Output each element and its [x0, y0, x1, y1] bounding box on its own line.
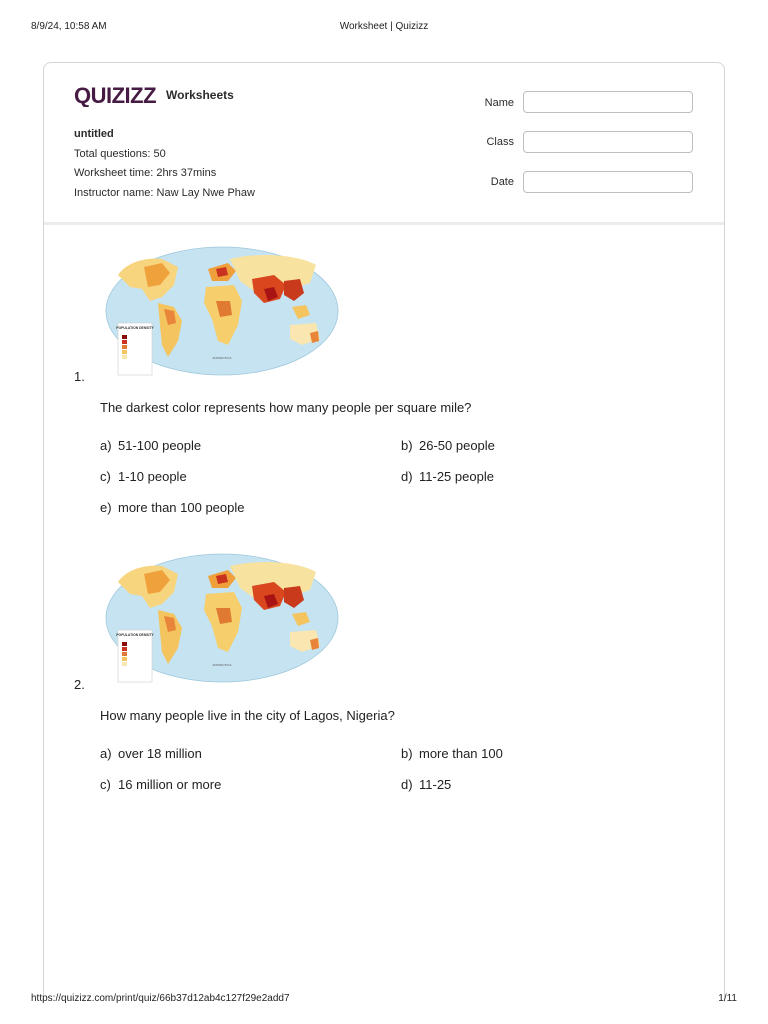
question-1-option-c[interactable]: c) 1-10 people	[100, 469, 187, 484]
date-field[interactable]	[523, 171, 693, 193]
total-questions: Total questions: 50	[74, 147, 166, 160]
question-1-option-d[interactable]: d) 11-25 people	[401, 469, 494, 484]
worksheet-header	[44, 63, 724, 223]
name-field[interactable]	[523, 91, 693, 113]
question-1-option-e[interactable]: e) more than 100 people	[100, 500, 245, 515]
world-population-density-map-icon	[104, 245, 340, 381]
worksheet-sheet	[43, 62, 725, 1002]
question-2-text: How many people live in the city of Lagos, Nigeria?	[100, 708, 395, 723]
question-2-number: 2.	[74, 677, 85, 692]
question-1-option-a[interactable]: a) 51-100 people	[100, 438, 202, 453]
quizizz-logo	[74, 83, 234, 107]
page-number: 1/11	[718, 993, 737, 1004]
class-label: Class	[486, 136, 514, 148]
svg-text:POPULATION DENSITY: POPULATION DENSITY	[116, 326, 154, 330]
worksheet-meta	[74, 125, 255, 203]
svg-text:ANTARCTICA: ANTARCTICA	[212, 356, 232, 360]
svg-text:QUIZIZZ: QUIZIZZ	[74, 83, 157, 107]
worksheet-time: Worksheet time: 2hrs 37mins	[74, 167, 217, 179]
svg-text:ANTARCTICA: ANTARCTICA	[212, 663, 232, 667]
quizizz-logo-mark	[74, 83, 160, 107]
print-url[interactable]: https://quizizz.com/print/quiz/66b37d12ab4c127f29e2add7	[31, 993, 290, 1004]
question-1-number: 1.	[74, 369, 85, 384]
print-header	[0, 0, 768, 50]
class-field[interactable]	[523, 131, 693, 153]
question-2-option-d[interactable]: d) 11-25	[401, 777, 452, 792]
print-date: 8/9/24, 10:58 AM	[31, 21, 107, 32]
question-2-option-b[interactable]: b) more than 100	[401, 746, 503, 761]
instructor-name: Instructor name: Naw Lay Nwe Phaw	[74, 186, 255, 199]
world-population-density-map-icon	[104, 552, 340, 688]
header-divider	[44, 222, 724, 225]
logo-subtitle: Worksheets	[166, 88, 234, 102]
question-1-option-b[interactable]: b) 26-50 people	[401, 438, 495, 453]
question-2-option-c[interactable]: c) 16 million or more	[100, 777, 222, 792]
worksheet-title: untitled	[74, 128, 114, 140]
svg-text:POPULATION DENSITY: POPULATION DENSITY	[116, 633, 154, 637]
print-title: Worksheet | Quizizz	[339, 21, 429, 32]
name-label: Name	[484, 97, 514, 109]
question-2-option-a[interactable]: a) over 18 million	[100, 746, 202, 761]
question-1-text: The darkest color represents how many people per square mile?	[100, 400, 472, 415]
date-label: Date	[490, 176, 514, 188]
